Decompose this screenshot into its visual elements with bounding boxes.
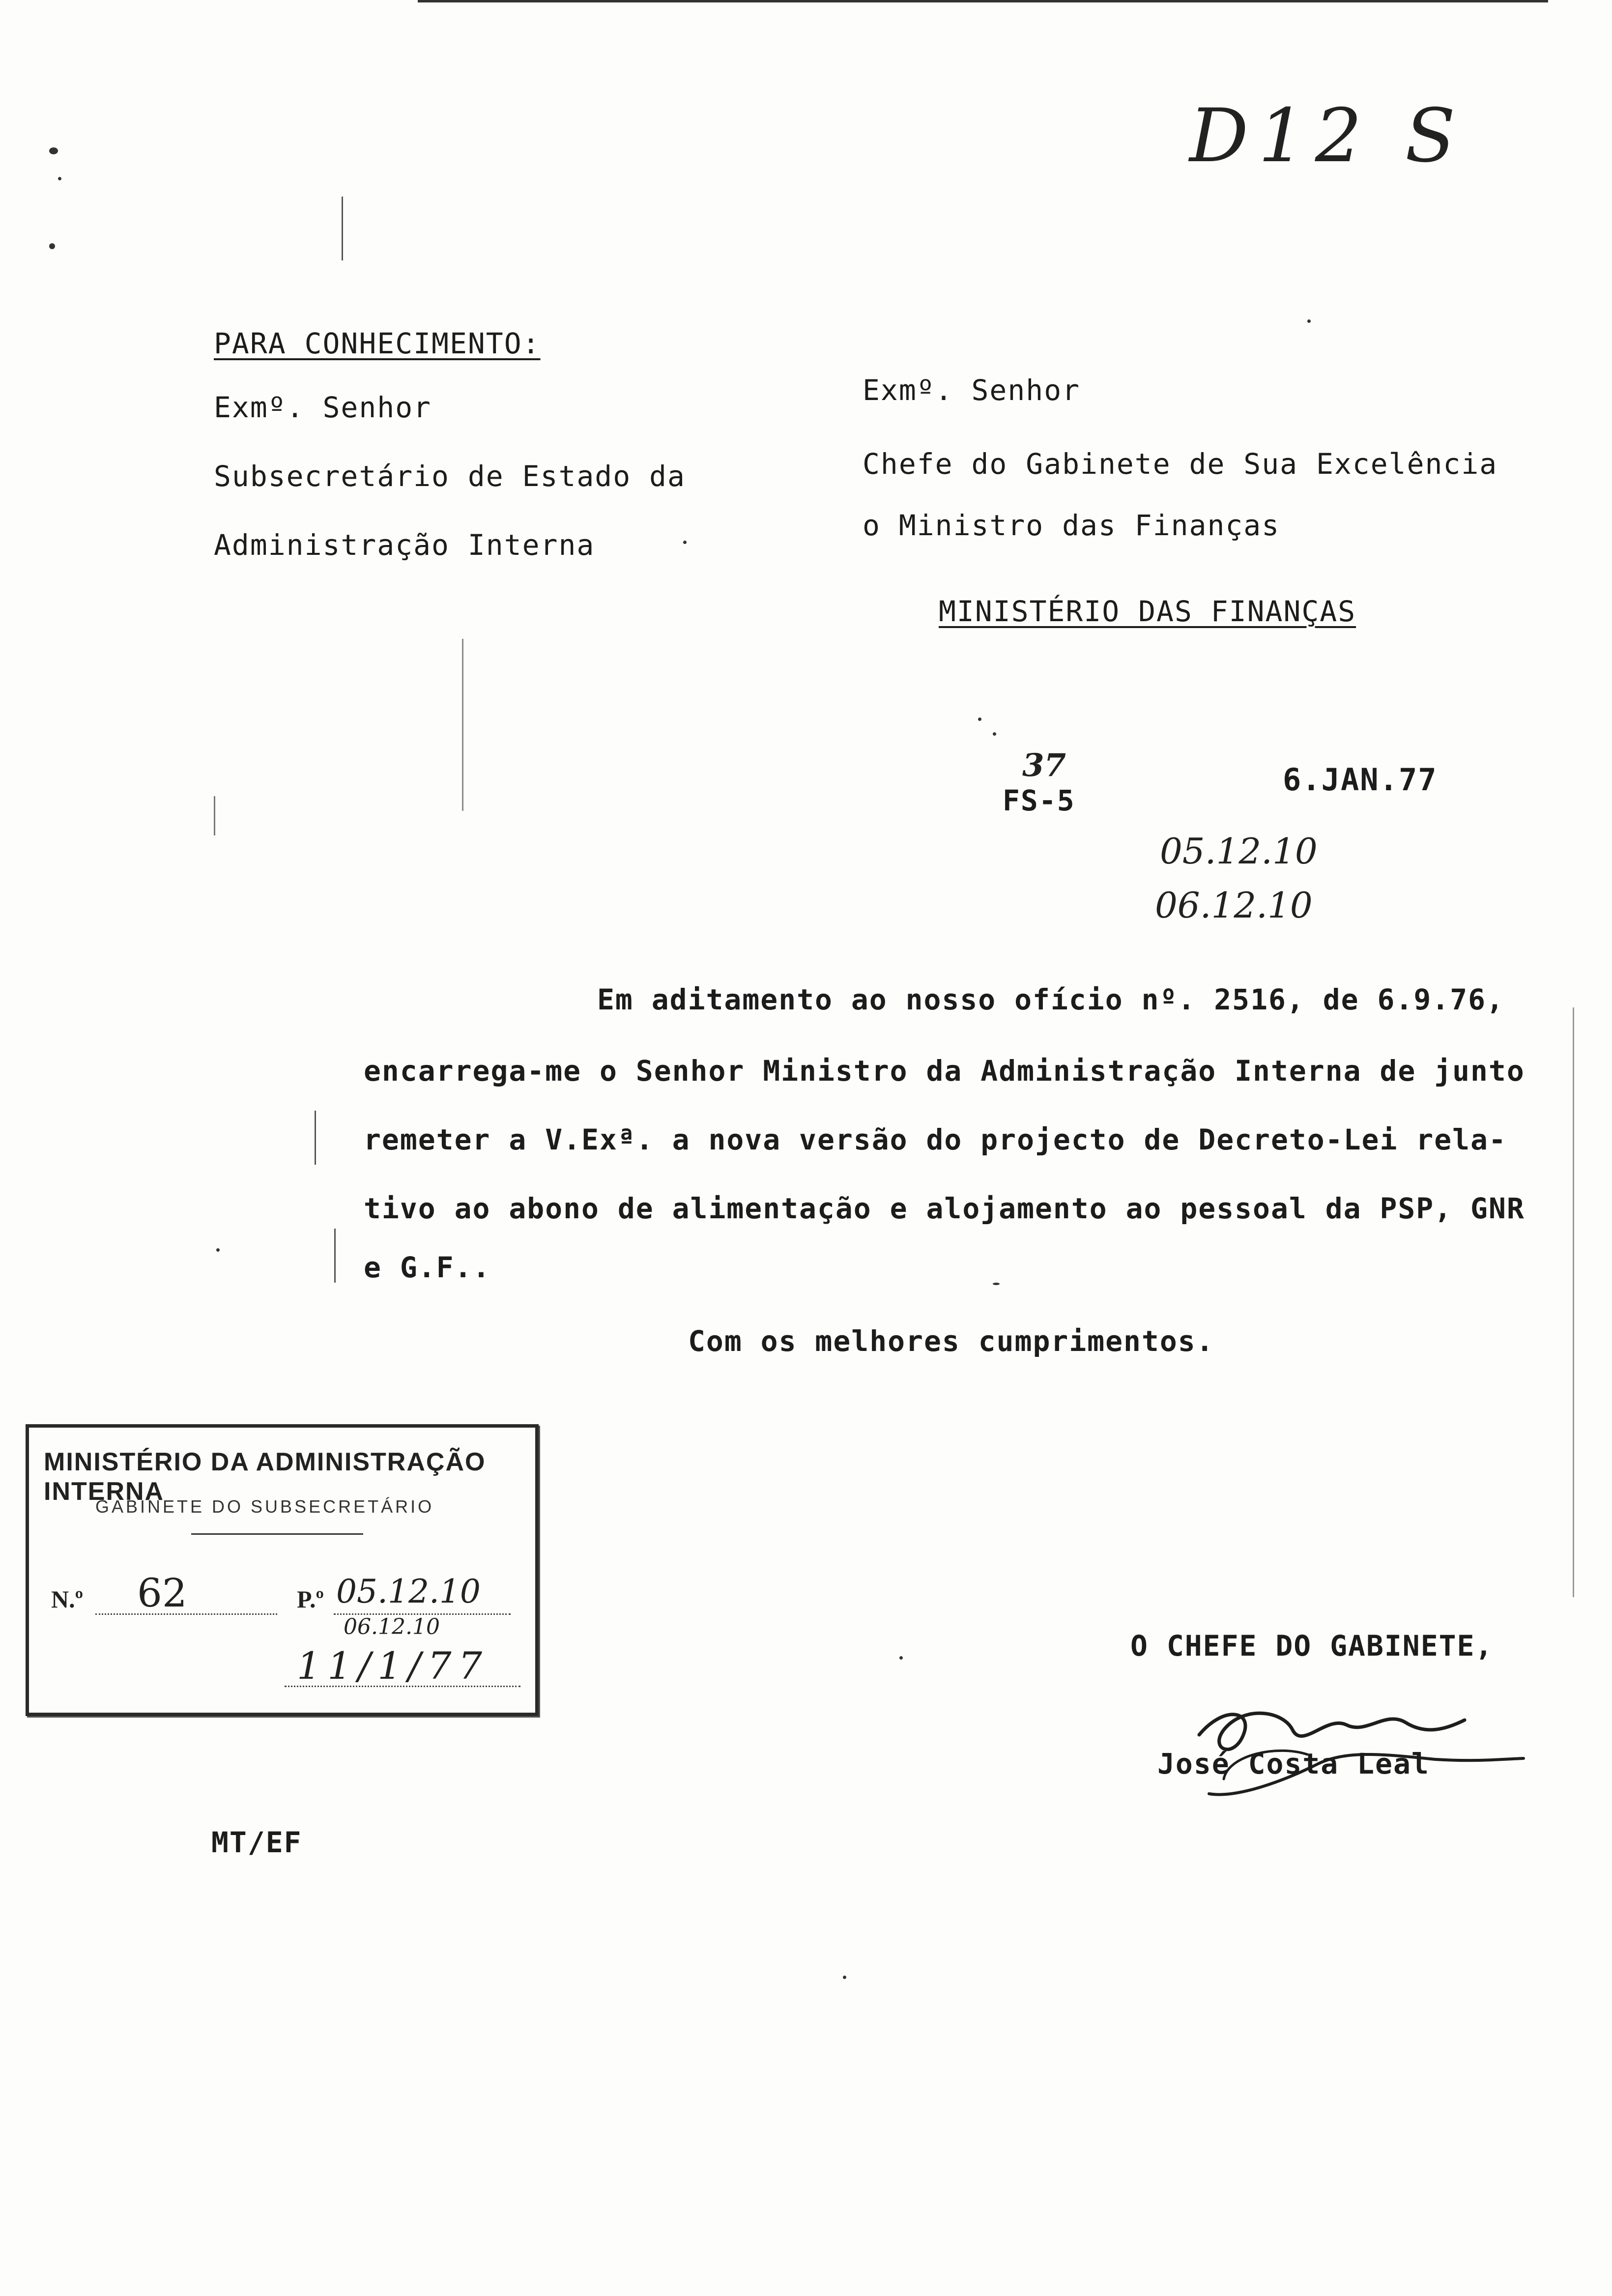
handwritten-signature: [1180, 1676, 1533, 1813]
recipient-ministry: MINISTÉRIO DAS FINANÇAS: [939, 595, 1356, 628]
scan-speck: [993, 1283, 1000, 1285]
stamp-process-label: P.º: [297, 1585, 324, 1613]
scan-speck: [683, 541, 687, 544]
stamp-number-value: 62: [137, 1570, 187, 1616]
stamp-number-label: N.º: [51, 1585, 84, 1613]
scan-speck: [899, 1656, 903, 1660]
scan-line: [1573, 1007, 1574, 1597]
corner-annotation: D12 S: [1189, 93, 1466, 179]
recipient-left-line2: Subsecretário de Estado da: [214, 459, 686, 493]
recipient-left-line1: Exmº. Senhor: [214, 391, 432, 424]
scan-line: [334, 1229, 336, 1283]
scan-speck: [1307, 319, 1311, 323]
stamp-title: MINISTÉRIO DA ADMINISTRAÇÃO INTERNA: [44, 1448, 486, 1506]
recipient-left-heading: PARA CONHECIMENTO:: [214, 327, 541, 360]
reference-number: 37: [1022, 747, 1066, 784]
body-line-4: tivo ao abono de alimentação e alojamento ao pessoal da PSP, GNR: [364, 1192, 1525, 1225]
top-edge-rule: [418, 0, 1548, 2]
reference-code: FS-5: [1003, 784, 1075, 817]
body-line-3: remeter a V.Exª. a nova versão do projecto de Decreto-Lei rela-: [364, 1123, 1507, 1156]
stamp-date-value: 11/1/77: [297, 1644, 489, 1688]
closing-line: Com os melhores cumprimentos.: [688, 1324, 1214, 1358]
scan-speck: [993, 732, 996, 736]
reference-date: 6.JAN.77: [1283, 762, 1438, 798]
scan-speck: [843, 1976, 846, 1979]
stamp-subtitle: GABINETE DO SUBSECRETÁRIO: [95, 1496, 434, 1517]
body-line-1: Em aditamento ao nosso ofício nº. 2516, de 6.9.76,: [597, 983, 1504, 1016]
signature-title: O CHEFE DO GABINETE,: [1130, 1629, 1494, 1663]
stamp-rule: [191, 1533, 363, 1535]
scan-speck: [978, 718, 981, 721]
scan-speck: [58, 177, 61, 180]
typist-initials: MT/EF: [211, 1826, 302, 1859]
body-line-5: e G.F..: [364, 1251, 491, 1284]
scan-speck: [49, 243, 55, 249]
recipient-left-line3: Administração Interna: [214, 528, 595, 562]
receipt-stamp: [26, 1424, 539, 1716]
scan-line: [315, 1111, 316, 1165]
scan-speck: [216, 1248, 220, 1252]
scan-line: [342, 197, 343, 260]
handwritten-ref-line2: 06.12.10: [1155, 885, 1313, 926]
scan-line: [214, 796, 215, 835]
recipient-right-line2: Chefe do Gabinete de Sua Excelência: [863, 447, 1498, 481]
stamp-process-value-2: 06.12.10: [344, 1614, 440, 1639]
scan-line: [462, 639, 463, 811]
scan-speck: [49, 147, 58, 154]
handwritten-ref-line1: 05.12.10: [1160, 831, 1318, 872]
stamp-process-value-1: 05.12.10: [336, 1573, 481, 1610]
recipient-right-line1: Exmº. Senhor: [863, 373, 1081, 407]
recipient-right-line3: o Ministro das Finanças: [863, 509, 1280, 542]
signature-name: José Costa Leal: [1157, 1747, 1430, 1780]
body-line-2: encarrega-me o Senhor Ministro da Administração Interna de junto: [364, 1054, 1525, 1088]
